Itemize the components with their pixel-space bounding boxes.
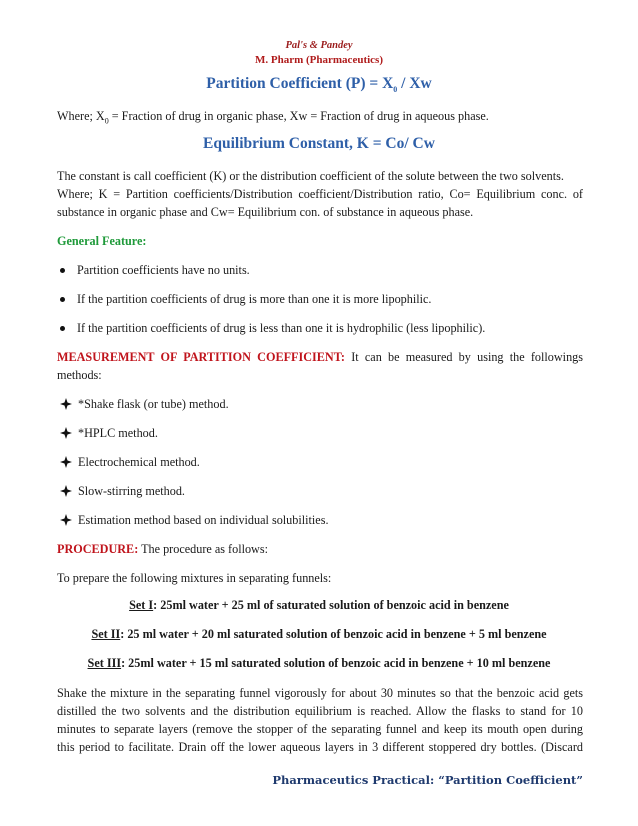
method-item: Estimation method based on individual solubilities. bbox=[60, 511, 329, 529]
method-item: Slow-stirring method. bbox=[60, 482, 185, 500]
bullet-dot-icon bbox=[60, 297, 65, 302]
bullet-dot-icon bbox=[60, 268, 65, 273]
set-ii-line: Set II: 25 ml water + 20 ml saturated solution of benzoic acid in benzene + 5 ml benzene bbox=[91, 627, 547, 641]
bullet-dot-icon bbox=[60, 326, 65, 331]
method-item: *Shake flask (or tube) method. bbox=[60, 395, 229, 413]
diamond-bullet-icon bbox=[60, 456, 72, 468]
method-item: *HPLC method. bbox=[60, 424, 158, 442]
shake-para-line3: minutes to separate layers (remove the stopper of the separating funnel and keep its mouth open during bbox=[57, 722, 583, 736]
shake-para-line1: Shake the mixture in the separating funnel vigorously for about 30 minutes so that the benzoic acid gets bbox=[57, 686, 583, 700]
shake-para-line2: distilled the two solvents and the distribution equilibrium is reached. Allow the flasks to stand for 10 bbox=[57, 704, 583, 718]
constant-para-line3: substance in organic phase and Cw= Equilibrium con. of substance in aqueous phase. bbox=[57, 205, 474, 219]
partition-coefficient-formula: Partition Coefficient $(P) = X_0 / Xw$ bbox=[206, 75, 432, 95]
measurement-para-line2: methods: bbox=[57, 368, 102, 382]
general-feature-heading: General Feature: bbox=[57, 234, 147, 248]
diamond-bullet-icon bbox=[60, 427, 72, 439]
set-i-line: Set I: 25ml water + 25 ml of saturated solution of benzoic acid in benzene bbox=[129, 598, 509, 612]
diamond-bullet-icon bbox=[60, 485, 72, 497]
header-subtitle: M. Pharm (Pharmaceutics) bbox=[255, 54, 383, 66]
feature-item: If the partition coefficients of drug is less than one it is hydrophilic (less lipophilic). bbox=[60, 319, 485, 337]
feature-item: Partition coefficients have no units. bbox=[60, 261, 250, 279]
feature-item: If the partition coefficients of drug is more than one it is more lipophilic. bbox=[60, 290, 431, 308]
procedure-line: PROCEDURE: The procedure as follows: bbox=[57, 542, 268, 556]
diamond-bullet-icon bbox=[60, 398, 72, 410]
header-brand: Pal's & Pandey bbox=[285, 40, 353, 51]
page-footer: Pharmaceutics Practical: “Partition Coefficient” bbox=[272, 773, 583, 787]
method-item: Electrochemical method. bbox=[60, 453, 200, 471]
equilibrium-constant-formula: Equilibrium Constant, K = Co/ Cw bbox=[203, 135, 435, 152]
diamond-bullet-icon bbox=[60, 514, 72, 526]
constant-para-line1: The constant is call coefficient (K) or the distribution coefficient of the solute between the two solvents. bbox=[57, 169, 564, 183]
where-fraction-definition: Where; $X_0$ = Fraction of drug in organic phase, Xw = Fraction of drug in aqueous phase. bbox=[57, 109, 489, 126]
shake-para-line4: this period to facilitate. Drain off the lower aqueous layers in 3 different stoppered dry bottles. (Discard bbox=[57, 740, 583, 754]
constant-para-line2: Where; K = Partition coefficients/Distribution coefficient/Distribution ratio, Co= Equilibrium conc. of bbox=[57, 187, 583, 201]
procedure-intro: To prepare the following mixtures in separating funnels: bbox=[57, 571, 332, 585]
set-iii-line: Set III: 25ml water + 15 ml saturated solution of benzoic acid in benzene + 10 ml benzene bbox=[87, 656, 551, 670]
measurement-para-line1: MEASUREMENT OF PARTITION COEFFICIENT: It can be measured by using the followings bbox=[57, 350, 583, 364]
